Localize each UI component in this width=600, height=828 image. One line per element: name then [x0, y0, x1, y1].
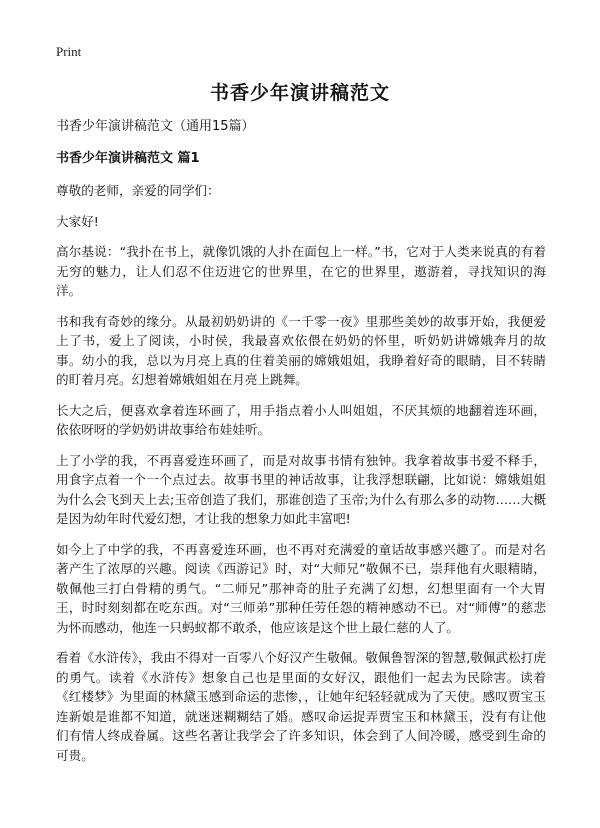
- paragraph-gorky-quote: 高尔基说：“我扑在书上，就像饥饿的人扑在面包上一样。”书，它对于人类来说真的有着无穷的魅力，让人们忍不住迈进它的世界里，在它的世界里，遨游着，寻找知识的海洋。: [56, 244, 546, 298]
- paragraph-water-margin: 看着《水浒传》，我由不得对一百零八个好汉产生敬佩。敬佩鲁智深的智慧,敬佩武松打虎的勇气。读着《水浒传》想象自己也是里面的女好汉，跟他们一起去为民除害。读着《红楼梦》为里面的林黛玉感到命运的悲惨，，让她年纪轻轻就成为了天使。感叹贾宝玉连新娘是谁都不知道，就迷迷糊糊结了婚。感叹命运捉弄贾宝玉和林黛玉，没有有让他们有情人终成眷属。这些名著让我学会了许多知识，体会到了人间冷暖，感受到生命的可贵。: [56, 650, 546, 763]
- print-link[interactable]: Print: [56, 44, 82, 59]
- paragraph-childhood: 书和我有奇妙的缘分。从最初奶奶讲的《一千零一夜》里那些美妙的故事开始，我便爱上了书，爱上了阅读，小时侯，我最喜欢依偎在奶奶的怀里，听奶奶讲嫦娥奔月的故事。幼小的我，总以为月亮上真的住着美丽的嫦娥姐姐，我睁着好奇的眼睛，目不转睛的盯着月亮。幻想着嫦娥姐姐在月亮上跳舞。: [56, 313, 546, 387]
- paragraph-primary-school: 上了小学的我，不再喜爱连环画了，而是对故事书情有独钟。我拿着故事书爱不释手，用食字点着一个一个点过去。故事书里的神话故事，让我浮想联翩，比如说：嫦娥姐姐为什么会飞到天上去;玉帝创造了我们，那谁创造了玉帝;为什么有那么多的动物……大概是因为幼年时代爱幻想，才让我的想象力如此丰富吧!: [56, 452, 546, 526]
- paragraph-greeting: 尊敬的老师，亲爱的同学们：: [56, 183, 220, 198]
- section-heading: 书香少年演讲稿范文 篇1: [56, 151, 200, 166]
- paragraph-hello: 大家好!: [56, 213, 99, 229]
- document-body: [56, 117, 546, 776]
- paragraph-comics: 长大之后，便喜欢拿着连环画了，用手指点着小人叫姐姐，不厌其烦的地翻着连环画，依依呀呀的学奶奶讲故事给布娃娃听。: [56, 402, 546, 437]
- page-title: 书香少年演讲稿范文: [209, 82, 390, 104]
- paragraph-journey-west: 如今上了中学的我，不再喜爱连环画，也不再对充满爱的童话故事感兴趣了。而是对名著产生了浓厚的兴趣。阅读《西游记》时，对“大师兄”敬佩不已，崇拜他有火眼精睛，敬佩他三打白骨精的勇气。“二师兄”那神奇的肚子充满了幻想，幻想里面有一个大胃王，时时刻刻都在吃东西。对“三师弟”那种任劳任怨的精神感动不已。对“师傅”的慈悲为怀而感动，他连一只蚂蚁都不敢杀，他应该是这个世上最仁慈的人了。: [56, 541, 546, 635]
- document-subtitle: 书香少年演讲稿范文（通用15篇）: [56, 119, 255, 134]
